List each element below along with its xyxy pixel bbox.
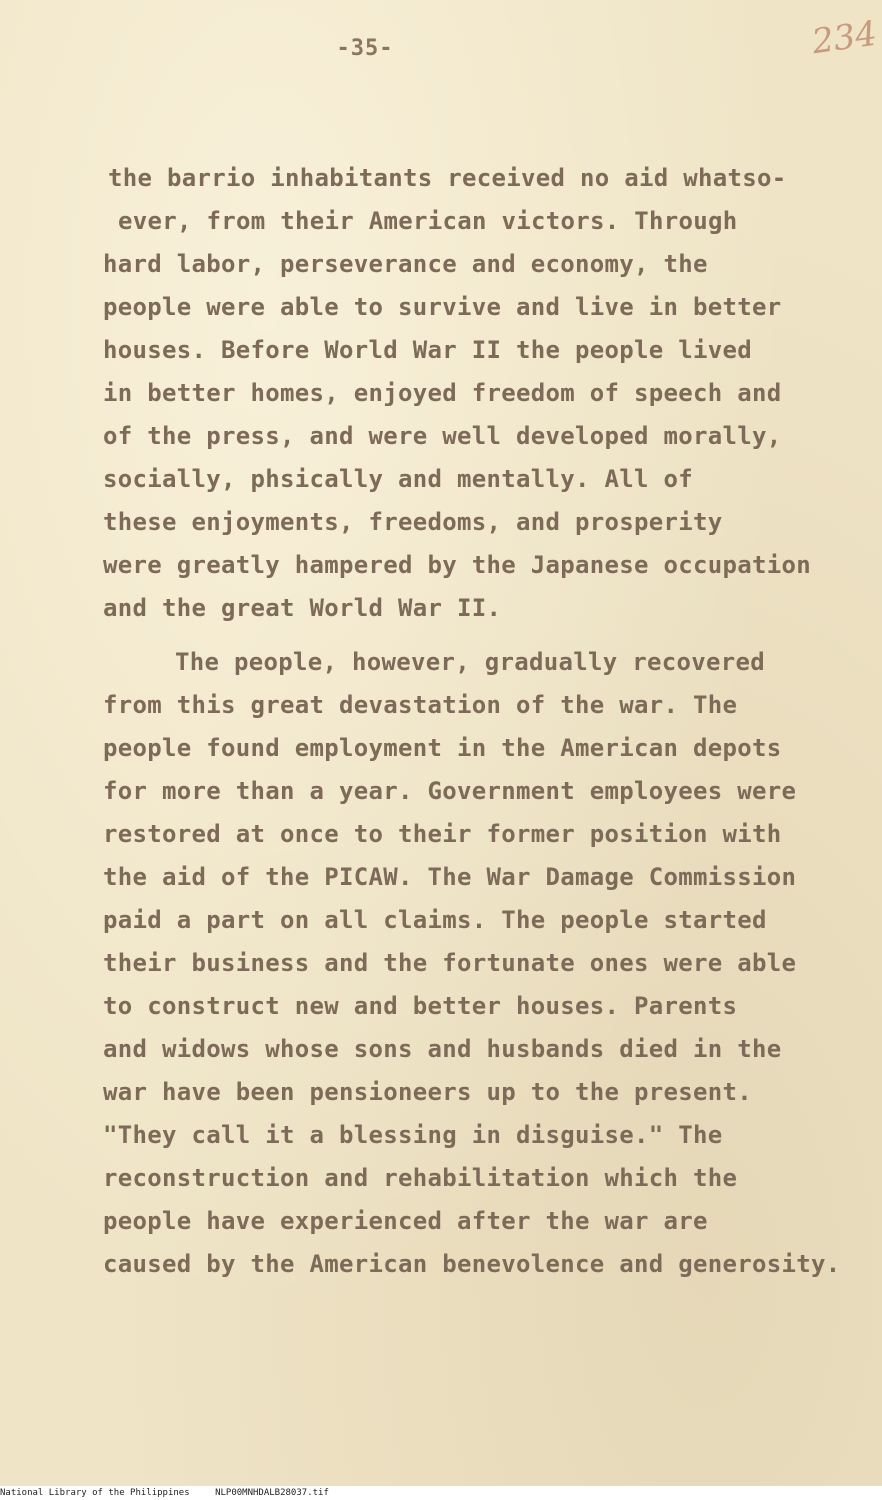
text-line: in better homes, enjoyed freedom of speech and (103, 379, 782, 407)
text-line: the aid of the PICAW. The War Damage Commission (103, 863, 797, 891)
text-line: were greatly hampered by the Japanese occupation (103, 551, 811, 579)
text-line: people were able to survive and live in better (103, 293, 782, 321)
text-line: to construct new and better houses. Parents (103, 992, 738, 1020)
text-line: The people, however, gradually recovered (175, 648, 765, 676)
text-line: of the press, and were well developed morally, (103, 422, 782, 450)
text-line: paid a part on all claims. The people started (103, 906, 767, 934)
text-line: people have experienced after the war are (103, 1207, 708, 1235)
text-line: for more than a year. Government employees were (103, 777, 797, 805)
text-line: restored at once to their former position with (103, 820, 782, 848)
footer-institution: National Library of the Philippines (0, 1488, 190, 1498)
text-line: and widows whose sons and husbands died in the (103, 1035, 782, 1063)
text-line: reconstruction and rehabilitation which the (103, 1164, 738, 1192)
text-line: ever, from their American victors. Through (118, 207, 738, 235)
text-line: their business and the fortunate ones were able (103, 949, 797, 977)
text-line: people found employment in the American depots (103, 734, 782, 762)
footer-filename: NLP00MNHDALB28037.tif (215, 1488, 329, 1498)
text-line: these enjoyments, freedoms, and prosperity (103, 508, 723, 536)
text-line: socially, phsically and mentally. All of (103, 465, 693, 493)
page-number: -35- (336, 36, 394, 61)
text-line: the barrio inhabitants received no aid whatso- (108, 164, 787, 192)
text-line: caused by the American benevolence and generosity. (103, 1250, 841, 1278)
text-line: hard labor, perseverance and economy, the (103, 250, 708, 278)
text-line: and the great World War II. (103, 594, 502, 622)
text-line: "They call it a blessing in disguise." The (103, 1121, 723, 1149)
text-line: from this great devastation of the war. The (103, 691, 738, 719)
handwritten-page-annotation: 234 (809, 13, 880, 63)
text-line: war have been pensioneers up to the present. (103, 1078, 752, 1106)
scan-footer (0, 1486, 882, 1500)
text-line: houses. Before World War II the people lived (103, 336, 752, 364)
